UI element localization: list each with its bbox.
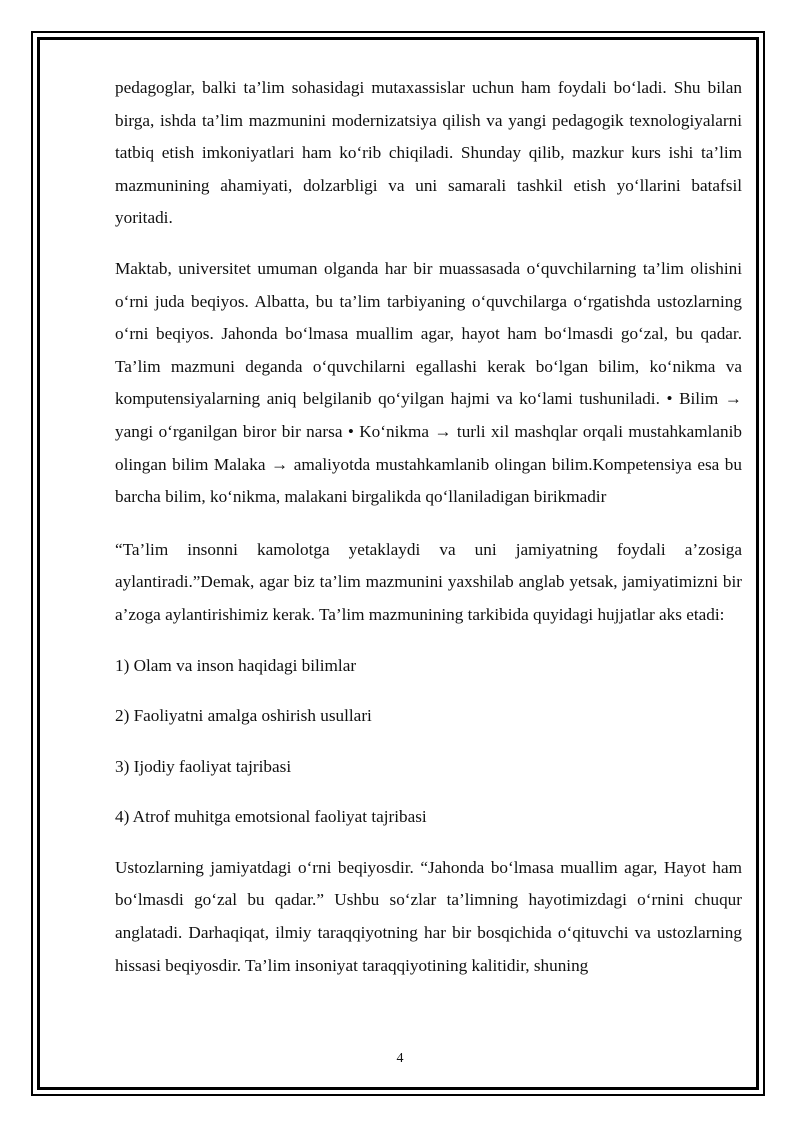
list-item: 2) Faoliyatni amalga oshirish usullari bbox=[115, 706, 372, 726]
paragraph-intro: pedagoglar, balki ta’lim sohasidagi mutaxassislar uchun ham foydali bo‘ladi. Shu bilan birga, ishda ta’lim mazmunini modernizatsiya qilish va yangi pedagogik texnologiyalarni tatbiq etish imkoniyatlari ham ko‘rib chiqiladi. Shunday qilib, mazkur kurs ishi ta’lim mazmunining ahamiyati, dolzarbligi va uni samarali tashkil etish yo‘llarini batafsil yoritadi. bbox=[115, 78, 742, 228]
document-body bbox=[115, 72, 742, 982]
page-number: 4 bbox=[396, 1051, 404, 1066]
list-item: 4) Atrof muhitga emotsional faoliyat tajribasi bbox=[115, 807, 427, 827]
list-item: 3) Ijodiy faoliyat tajribasi bbox=[115, 756, 292, 776]
paragraph-closing: Ustozlarning jamiyatdagi o‘rni beqiyosdir. “Jahonda bo‘lmasa muallim agar, Hayot ham bo‘lmasdi go‘zal bu qadar.” Ushbu so‘zlar ta’limning hayotimizdagi o‘rnini chuqur anglatadi. Darhaqiqat, ilmiy taraqqiyotning har bir bosqichida o‘qituvchi va ustozlarning hissasi beqiyosdir. Ta’lim insoniyat taraqqiyotining kalitidir, shuning bbox=[115, 857, 742, 975]
paragraph-quote: “Ta’lim insonni kamolotga yetaklaydi va uni jamiyatning foydali a’zosiga aylantiradi.”Demak, agar biz ta’lim mazmunini yaxshilab anglab yetsak, jamiyatimizni bir a’zoga aylantirishimiz kerak. Ta’lim mazmunining tarkibida quyidagi hujjatlar aks etadi: bbox=[115, 539, 742, 624]
list-item: 1) Olam va inson haqidagi bilimlar bbox=[115, 655, 357, 675]
paragraph-school-role: Maktab, universitet umuman olganda har bir muassasada o‘quvchilarning ta’lim olishini o‘rni juda beqiyos. Albatta, bu ta’lim tarbiyaning o‘quvchilarga o‘rgatishda ustozlarning o‘rni beqiyos. Jahonda bo‘lmasa muallim agar, hayot ham bo‘lmasdi go‘zal, bu qadar. Ta’lim mazmuni deganda o‘quvchilarni egallashi kerak bo‘lgan bilim, ko‘nikma va komputensiyalarning aniq belgilanib qo‘yilgan hajmi va ko‘lami tushuniladi. • Bilim → yangi o‘rganilgan biror bir narsa • Ko‘nikma → turli xil mashqlar orqali mustahkamlanib olingan bilim Malaka → amaliyotda mustahkamlanib olingan bilim.Kompetensiya esa bu barcha bilim, ko‘nikma, malakani birgalikda qo‘llaniladigan birikmadir bbox=[115, 258, 742, 507]
